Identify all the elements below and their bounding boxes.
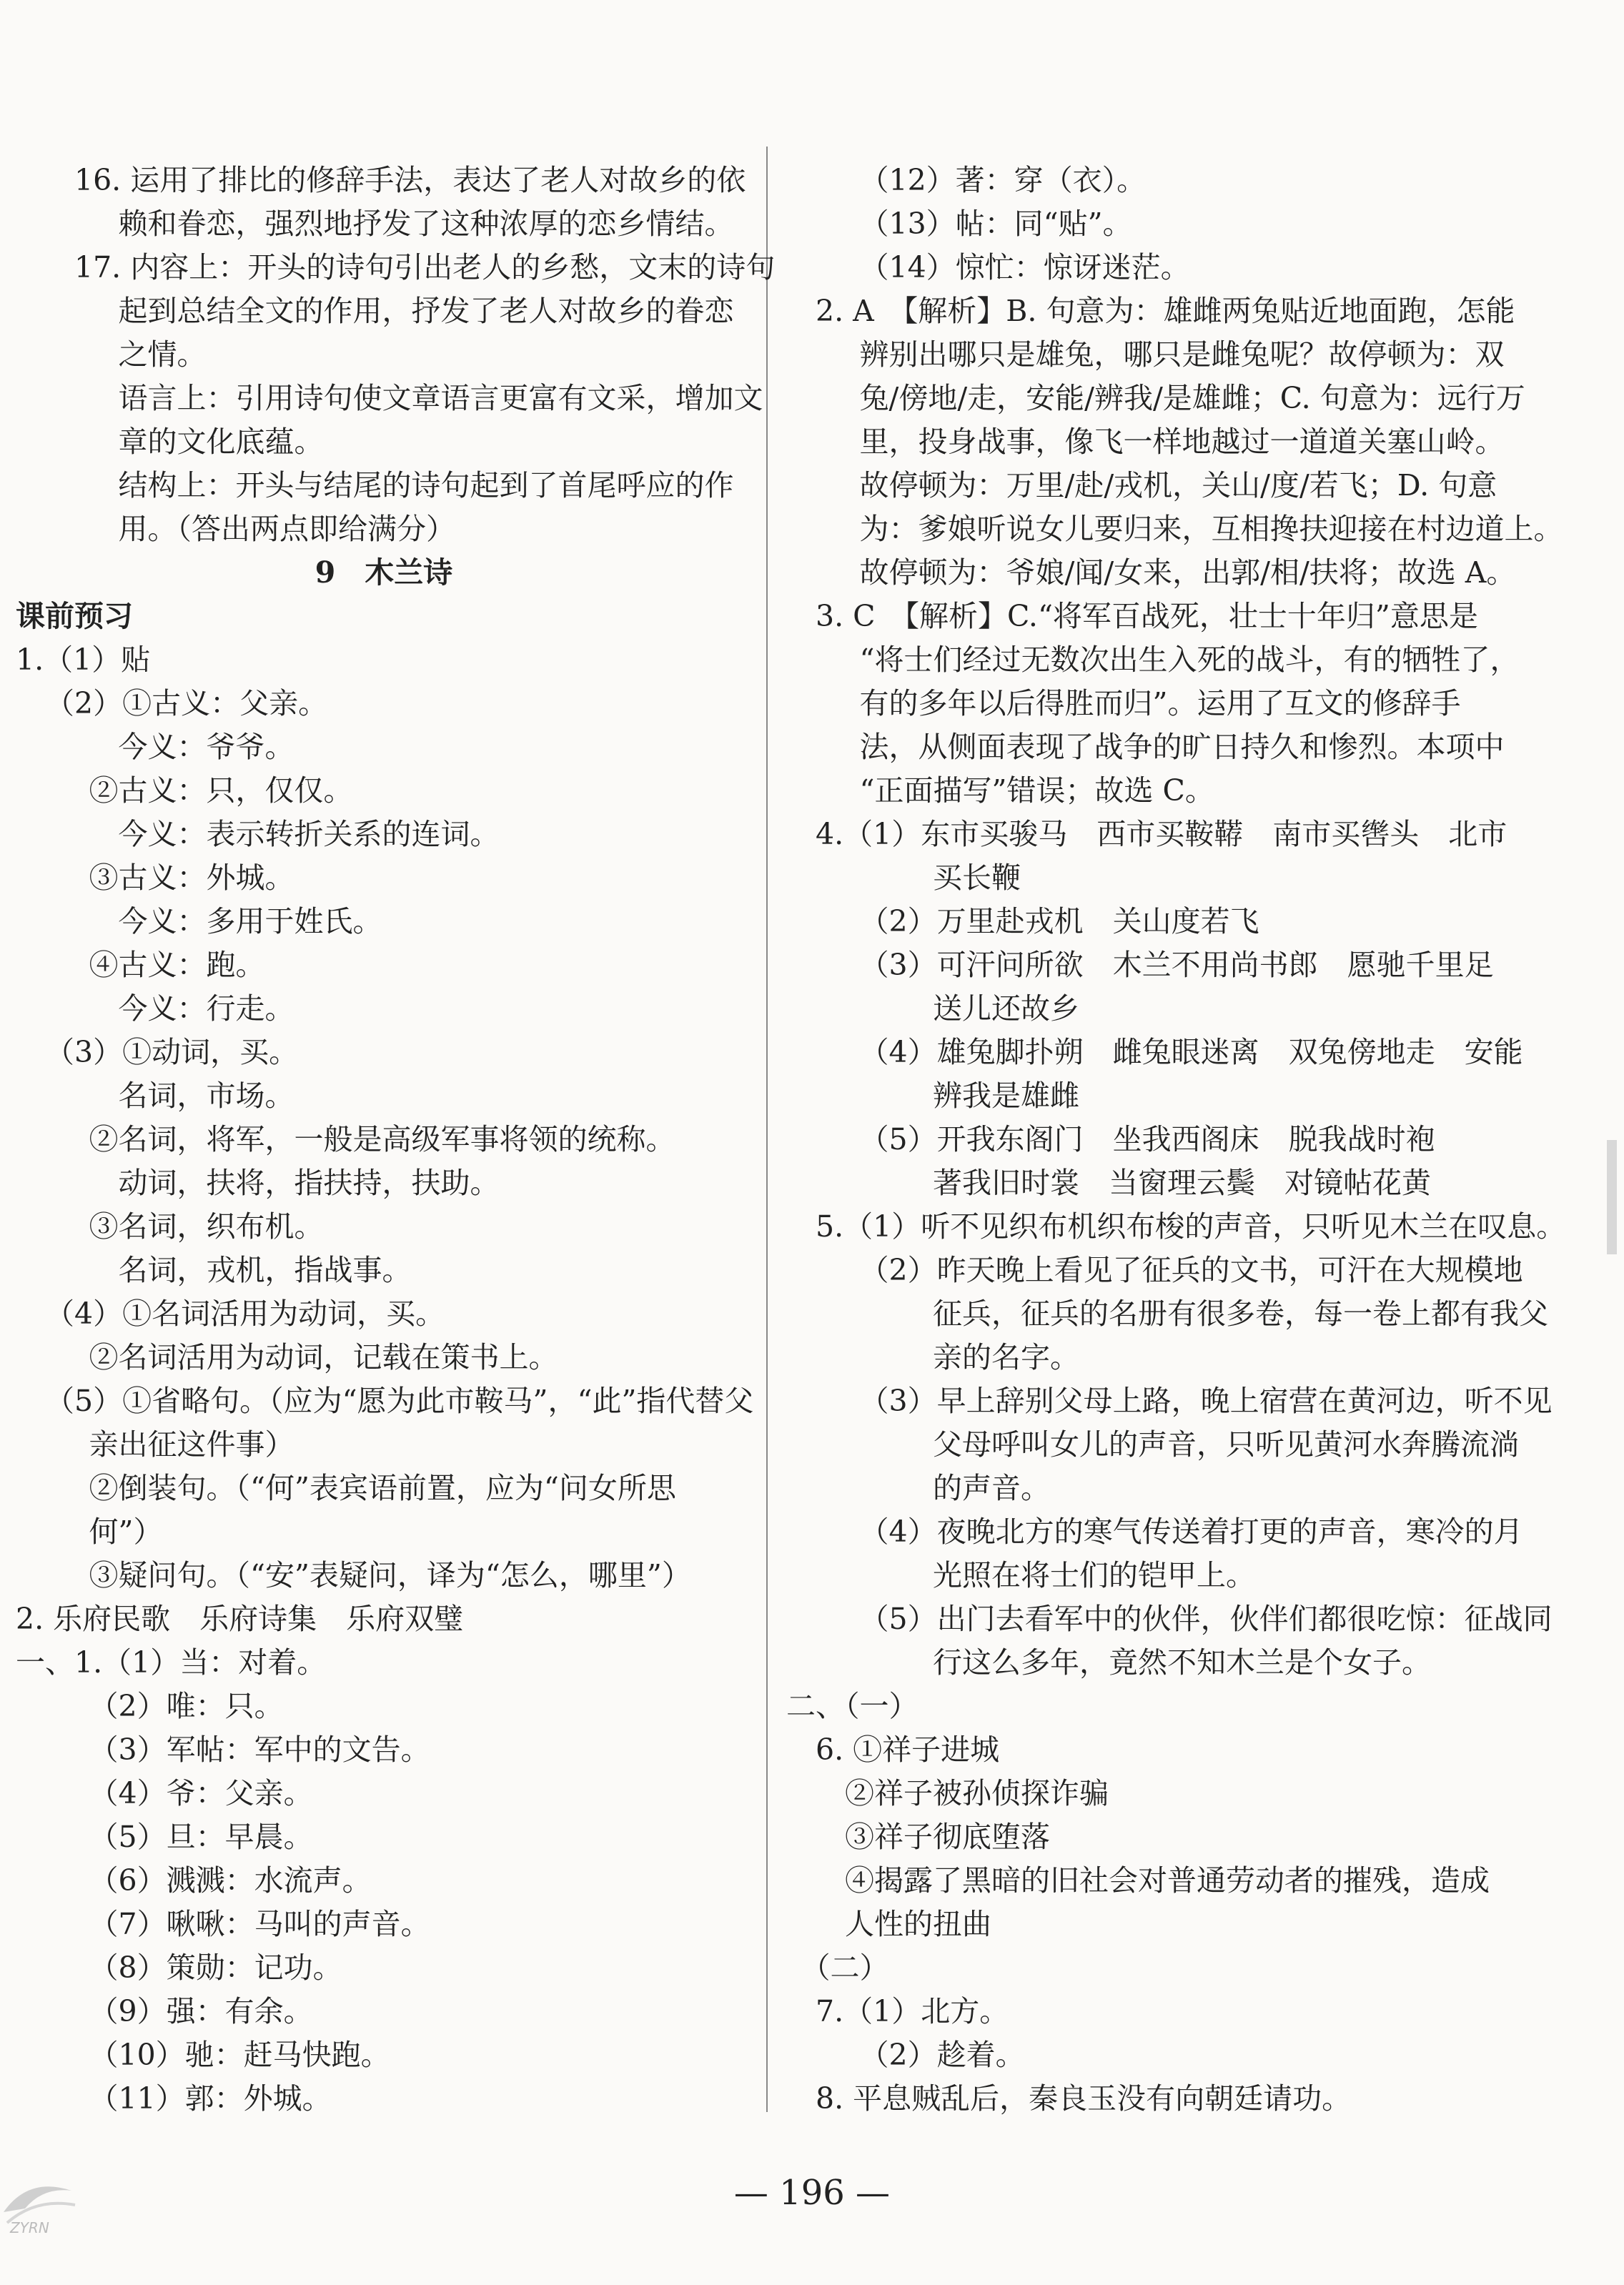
answer-line: 2. A 【解析】B. 句意为：雄雌两兔贴近地面跑，怎能 (816, 294, 1515, 328)
answer-line: 何”） (89, 1515, 163, 1549)
answer-line: （7）啾啾：马叫的声音。 (89, 1907, 430, 1941)
answer-line: ③祥子彻底堕落 (845, 1820, 1050, 1854)
answer-line: （2）趁着。 (859, 2038, 1025, 2072)
answer-line: “将士们经过无数次出生入死的战斗，有的牺牲了， (859, 643, 1520, 677)
answer-line: 兔/傍地/走，安能/辨我/是雄雌；C. 句意为：远行万 (859, 381, 1525, 415)
answer-line: 4.（1）东市买骏马 西市买鞍鞯 南市买辔头 北市 (816, 817, 1507, 851)
answer-line: （2）昨天晚上看见了征兵的文书，可汗在大规模地 (859, 1253, 1523, 1287)
answer-line: （2）万里赴戎机 关山度若飞 (859, 904, 1259, 938)
answer-line: ②倒装句。（“何”表宾语前置，应为“问女所思 (89, 1471, 676, 1505)
answer-line: （14）惊忙：惊讶迷茫。 (859, 250, 1190, 284)
answer-line: 送儿还故乡 (933, 991, 1079, 1026)
answer-line: 著我旧时裳 当窗理云鬓 对镜帖花黄 (933, 1166, 1431, 1200)
publisher-logo-text: ZYRN (10, 2219, 49, 2236)
answer-line: “正面描写”错误；故选 C。 (859, 773, 1214, 808)
answer-line: 章的文化底蕴。 (118, 425, 324, 459)
answer-line: 辨别出哪只是雄兔，哪只是雌兔呢？故停顿为：双 (859, 337, 1505, 372)
answer-line: ③名词，织布机。 (89, 1209, 324, 1244)
answer-line: （3）军帖：军中的文告。 (89, 1733, 430, 1767)
answer-line: 有的多年以后得胜而归”。运用了互文的修辞手 (859, 686, 1461, 720)
answer-line: （9）强：有余。 (89, 1994, 313, 2028)
answer-line: 今义：表示转折关系的连词。 (118, 817, 500, 851)
answer-line: 8. 平息贼乱后，秦良玉没有向朝廷请功。 (816, 2081, 1352, 2116)
answer-line: ④揭露了黑暗的旧社会对普通劳动者的摧残，造成 (845, 1863, 1490, 1898)
answer-line: 今义：爷爷。 (118, 730, 294, 764)
answer-line: 人性的扭曲 (845, 1907, 991, 1941)
answer-line: 里，投身战事，像飞一样地越过一道道关塞山岭。 (859, 425, 1505, 459)
answer-line: 起到总结全文的作用，抒发了老人对故乡的眷恋 (118, 294, 734, 328)
answer-line: 今义：多用于姓氏。 (118, 904, 382, 938)
answer-line: （4）夜晚北方的寒气传送着打更的声音，寒冷的月 (859, 1515, 1523, 1549)
answer-line: 为：爹娘听说女儿要归来，互相搀扶迎接在村边道上。 (859, 512, 1563, 546)
answer-line: （5）旦：早晨。 (89, 1820, 313, 1854)
answer-line: （2）唯：只。 (89, 1689, 284, 1723)
answer-line: 语言上：引用诗句使文章语言更富有文采，增加文 (118, 381, 763, 415)
answer-line: （6）溅溅：水流声。 (89, 1863, 372, 1898)
answer-line: （3）可汗问所欲 木兰不用尚书郎 愿驰千里足 (859, 948, 1494, 982)
answer-line: （2）①古义：父亲。 (45, 686, 328, 720)
answer-line: 7.（1）北方。 (816, 1994, 1009, 2028)
answer-line: ②名词活用为动词，记载在策书上。 (89, 1340, 558, 1374)
answer-line: 之情。 (118, 337, 207, 372)
answer-line: 亲的名字。 (933, 1340, 1079, 1374)
binding-mark (1607, 1140, 1617, 1254)
answer-line: 名词，戎机，指战事。 (118, 1253, 412, 1287)
answer-line: （12）著：穿（衣）。 (859, 163, 1147, 197)
answer-line: （10）驰：赶马快跑。 (89, 2038, 390, 2072)
answer-line: 辨我是雄雌 (933, 1079, 1079, 1113)
answer-line: （3）早上辞别父母上路，晚上宿营在黄河边，听不见 (859, 1384, 1553, 1418)
column-divider (766, 147, 768, 2112)
answer-line: 3. C 【解析】C.“将军百战死，壮士十年归”意思是 (816, 599, 1478, 633)
answer-line: 故停顿为：万里/赴/戎机，关山/度/若飞；D. 句意 (859, 468, 1497, 502)
answer-line: （二） (801, 1951, 889, 1985)
answer-line: ③疑问句。（“安”表疑问，译为“怎么，哪里”） (89, 1558, 691, 1592)
answer-line: 买长鞭 (933, 861, 1021, 895)
right-column (786, 159, 1566, 2121)
answer-line: 法，从侧面表现了战争的旷日持久和惨烈。本项中 (859, 730, 1505, 764)
answer-line: 二、（一） (786, 1689, 919, 1723)
answer-line: 17. 内容上：开头的诗句引出老人的乡愁，文末的诗句 (74, 250, 776, 284)
answer-line: 1.（1）贴 (16, 643, 151, 677)
answer-line: （13）帖：同“贴”。 (859, 207, 1132, 241)
answer-line: （5）出门去看军中的伙伴，伙伴们都很吃惊：征战同 (859, 1602, 1553, 1636)
answer-line: 今义：行走。 (118, 991, 294, 1026)
left-column (16, 159, 776, 2121)
answer-line: 的声音。 (933, 1471, 1050, 1505)
answer-line: 用。（答出两点即给满分） (118, 512, 455, 546)
answer-line: 名词，市场。 (118, 1079, 294, 1113)
answer-line: （4）爷：父亲。 (89, 1776, 313, 1810)
section-title: 9 木兰诗 (315, 555, 453, 590)
answer-line: （5）①省略句。（应为“愿为此市鞍马”，“此”指代替父 (45, 1384, 754, 1418)
answer-line: 赖和眷恋，强烈地抒发了这种浓厚的恋乡情结。 (118, 207, 734, 241)
answer-line: 故停顿为：爷娘/闻/女来，出郭/相/扶将；故选 A。 (859, 555, 1516, 590)
answer-line: 动词，扶将，指扶持，扶助。 (118, 1166, 500, 1200)
answer-line: ②名词，将军，一般是高级军事将领的统称。 (89, 1122, 675, 1156)
page-number: — 196 — (733, 2173, 891, 2213)
answer-line: 亲出征这件事） (89, 1427, 294, 1462)
answer-line: 16. 运用了排比的修辞手法，表达了老人对故乡的依 (74, 163, 746, 197)
answer-line: （4）雄兔脚扑朔 雌兔眼迷离 双兔傍地走 安能 (859, 1035, 1523, 1069)
answer-line: 结构上：开头与结尾的诗句起到了首尾呼应的作 (118, 468, 734, 502)
answer-line: 父母呼叫女儿的声音，只听见黄河水奔腾流淌 (933, 1427, 1519, 1462)
answer-line: （4）①名词活用为动词，买。 (45, 1297, 445, 1331)
answer-line: （5）开我东阁门 坐我西阁床 脱我战时袍 (859, 1122, 1435, 1156)
answer-line: 行这么多年，竟然不知木兰是个女子。 (933, 1645, 1431, 1680)
answer-line: ④古义：跑。 (89, 948, 265, 982)
answer-line: （11）郭：外城。 (89, 2081, 332, 2116)
answer-line: （3）①动词，买。 (45, 1035, 299, 1069)
answer-line: 征兵，征兵的名册有很多卷，每一卷上都有我父 (933, 1297, 1548, 1331)
answer-line: ②祥子被孙侦探诈骗 (845, 1776, 1109, 1810)
answer-line: （8）策勋：记功。 (89, 1951, 342, 1985)
answer-line: 一、1.（1）当：对着。 (16, 1645, 327, 1680)
section-heading: 课前预习 (16, 599, 133, 633)
answer-line: 光照在将士们的铠甲上。 (933, 1558, 1255, 1592)
answer-line: ③古义：外城。 (89, 861, 294, 895)
answer-line: 6. ①祥子进城 (816, 1733, 1000, 1767)
answer-line: 2. 乐府民歌 乐府诗集 乐府双璧 (16, 1602, 464, 1636)
answer-line: 5.（1）听不见织布机织布梭的声音，只听见木兰在叹息。 (816, 1209, 1566, 1244)
answer-line: ②古义：只，仅仅。 (89, 773, 353, 808)
